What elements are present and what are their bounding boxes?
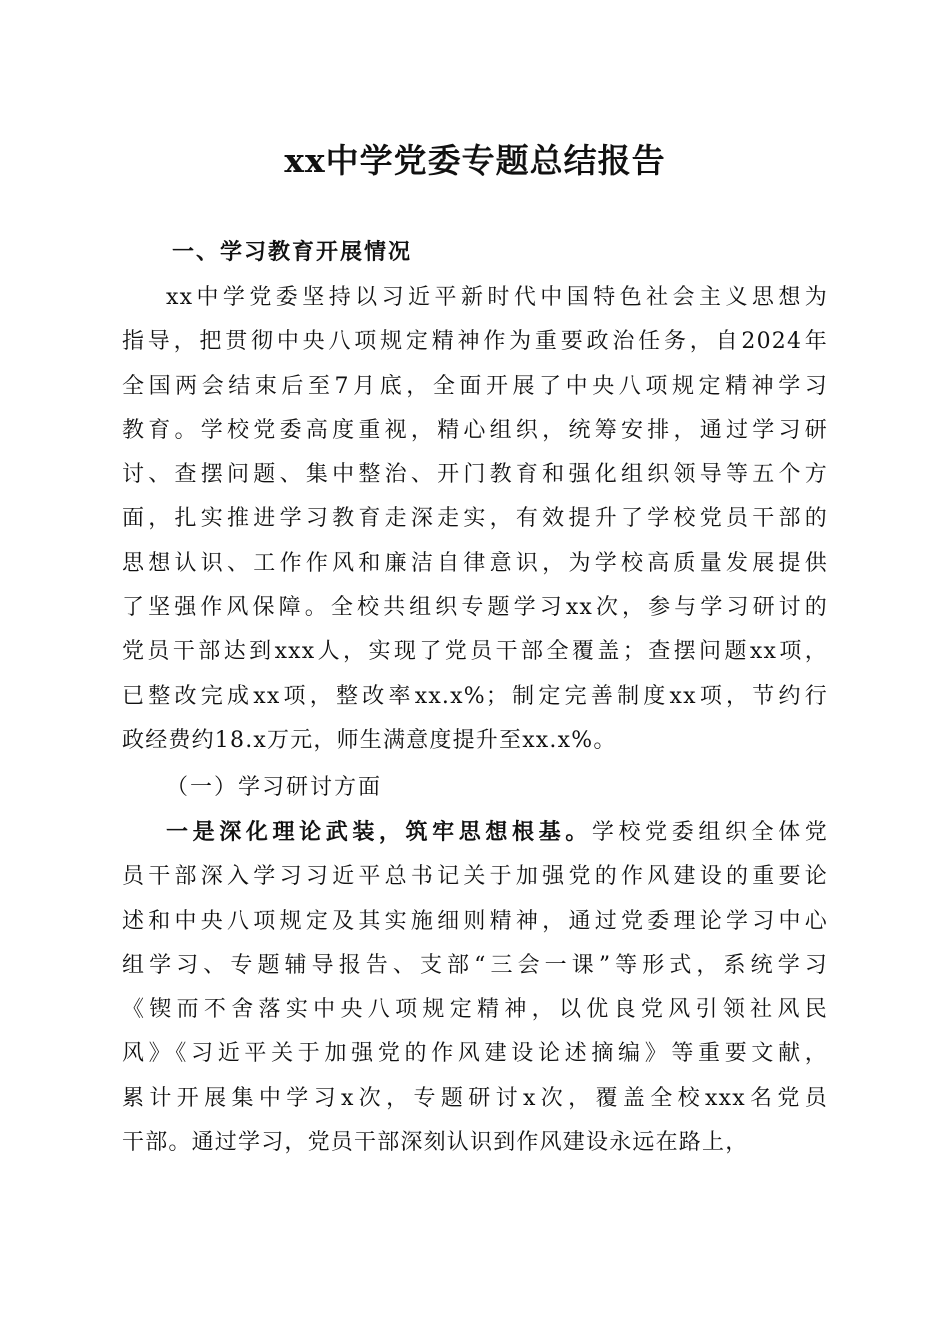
paragraph-2 <box>122 810 828 1165</box>
document-title: xx中学党委专题总结报告 <box>284 141 666 180</box>
paragraph-1-line: 全国两会结束后至7月底，全面开展了中央八项规定精神学习 <box>122 373 828 399</box>
section-heading-1: 一、学习教育开展情况 <box>172 239 413 265</box>
paragraph-2-line: 干部。通过学习，党员干部深刻认识到作风建设永远在路上， <box>122 1130 749 1156</box>
paragraph-1-line: 教育。学校党委高度重视，精心组织，统筹安排，通过学习研 <box>122 417 828 443</box>
subsection-heading-1: （一）学习研讨方面 <box>166 775 383 800</box>
paragraph-1-line: 了坚强作风保障。全校共组织专题学习xx次，参与学习研讨的 <box>122 595 828 621</box>
paragraph-1 <box>122 276 828 763</box>
paragraph-2-line: 述和中央八项规定及其实施细则精神，通过党委理论学习中心 <box>122 908 828 934</box>
paragraph-1-line: 政经费约18.x万元，师生满意度提升至xx.x%。 <box>122 727 617 753</box>
paragraph-2-line: 累计开展集中学习x次，专题研讨x次，覆盖全校xxx名党员 <box>122 1085 828 1111</box>
paragraph-2-first-rest: 学校党委组织全体党 <box>591 820 828 845</box>
paragraph-1-line: 思想认识、工作作风和廉洁自律意识，为学校高质量发展提供 <box>122 550 828 576</box>
paragraph-2-line: 风》《习近平关于加强党的作风建设论述摘编》等重要文献， <box>122 1041 828 1067</box>
paragraph-1-line: 已整改完成xx项，整改率xx.x%；制定完善制度xx项，节约行 <box>122 683 828 709</box>
paragraph-1-line: 讨、查摆问题、集中整治、开门教育和强化组织领导等五个方 <box>122 462 828 488</box>
paragraph-2-line: 员干部深入学习习近平总书记关于加强党的作风建设的重要论 <box>122 864 828 890</box>
paragraph-1-line: xx中学党委坚持以习近平新时代中国特色社会主义思想为 <box>166 285 828 310</box>
paragraph-2-line: 《锲而不舍落实中央八项规定精神，以优良党风引领社风民 <box>122 997 828 1023</box>
paragraph-1-line: 党员干部达到xxx人，实现了党员干部全覆盖；查摆问题xx项， <box>122 639 828 665</box>
paragraph-1-line: 面，扎实推进学习教育走深走实，有效提升了学校党员干部的 <box>122 506 828 532</box>
paragraph-2-line: 组学习、专题辅导报告、支部“三会一课”等形式，系统学习 <box>122 952 828 978</box>
paragraph-2-first-line <box>122 810 828 855</box>
paragraph-1-line: 指导，把贯彻中央八项规定精神作为重要政治任务，自2024年 <box>122 329 828 355</box>
paragraph-2-lead: 一是深化理论武装，筑牢思想根基。 <box>166 819 592 845</box>
